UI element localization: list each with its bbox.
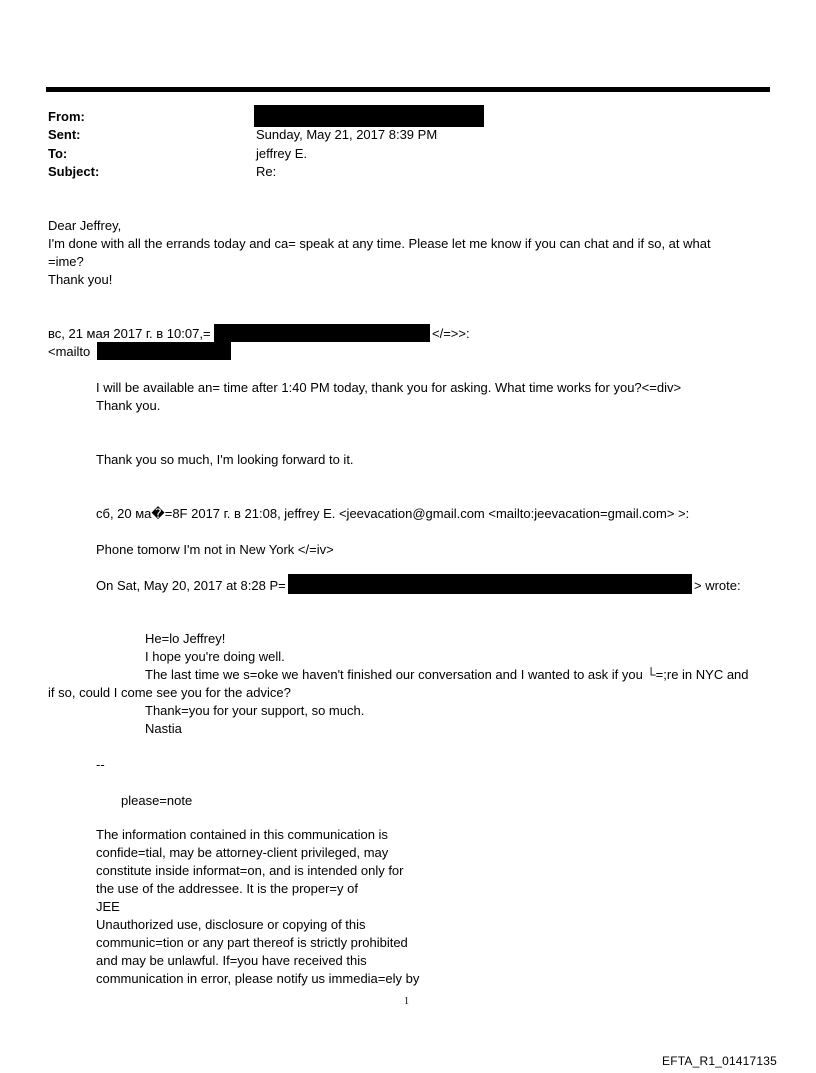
quote2-line-3: The last time we s=oke we haven't finished our conversation and I wanted to ask if you └=;re in NYC and (145, 667, 749, 682)
disclaimer-line-8: and may be unlawful. If=you have received this (96, 953, 367, 968)
to-value: jeffrey E. (256, 146, 308, 161)
header-rule (46, 87, 770, 92)
quote1-line-3: Thank you so much, I'm looking forward to it. (96, 452, 354, 467)
redacted-sender (254, 105, 484, 127)
quote2-line-4: if so, could I come see you for the advice? (48, 685, 291, 700)
quote1-line-6-prefix: On Sat, May 20, 2017 at 8:28 P= (96, 578, 286, 593)
page-number: 1 (404, 996, 409, 1007)
subject-value: Re: (256, 164, 277, 179)
disclaimer-line-2: confide=tial, may be attorney-client privileged, may (96, 845, 389, 860)
disclaimer-line-5: JEE (96, 899, 120, 914)
quote2-line-1: He=lo Jeffrey! (145, 631, 226, 646)
sent-label: Sent: (48, 127, 81, 142)
quote1-mailto-prefix: <mailto (48, 344, 91, 359)
disclaimer-line-1: The information contained in this communication is (96, 827, 388, 842)
body-line-1: I'm done with all the errands today and ca= speak at any time. Please let me know if you can chat and if so, at what (48, 236, 711, 251)
disclaimer-line-3: constitute inside informat=on, and is intended only for (96, 863, 404, 878)
quote2-line-5: Thank=you for your support, so much. (145, 703, 365, 718)
document-id: EFTA_R1_01417135 (662, 1054, 778, 1068)
subject-label: Subject: (48, 164, 100, 179)
greeting: Dear Jeffrey, (48, 218, 122, 233)
quote1-line-2: Thank you. (96, 398, 161, 413)
to-label: To: (48, 146, 68, 161)
quote1-line-4: сб, 20 ма�=8F 2017 г. в 21:08, jeffrey E. <jeevacation@gmail.com <mailto:jeevacation=gmail.com> >: (96, 506, 690, 521)
quote1-header-suffix: </=>>: (432, 326, 470, 341)
from-label: From: (48, 109, 85, 124)
body-line-2: =ime? (48, 254, 84, 269)
redacted-quote1-sender (214, 324, 430, 342)
quote2-line-6: Nastia (145, 721, 182, 736)
signature-note: please=note (121, 793, 193, 808)
disclaimer-line-7: communic=tion or any part thereof is strictly prohibited (96, 935, 408, 950)
quote1-line-5: Phone tomorw I'm not in New York </=iv> (96, 542, 334, 557)
quote1-line-6-suffix: > wrote: (694, 578, 741, 593)
quote1-line-1: I will be available an= time after 1:40 PM today, thank you for asking. What time works for you?<=div> (96, 380, 682, 395)
disclaimer-line-6: Unauthorized use, disclosure or copying of this (96, 917, 366, 932)
redacted-quote1-mailto (97, 342, 231, 360)
signature-dashes: -- (96, 757, 105, 772)
redacted-quote1-original-sender (288, 574, 692, 594)
quote1-header-prefix: вс, 21 мая 2017 г. в 10:07,= (48, 326, 211, 341)
disclaimer-line-4: the use of the addressee. It is the proper=y of (96, 881, 358, 896)
quote2-line-2: I hope you're doing well. (145, 649, 285, 664)
sent-value: Sunday, May 21, 2017 8:39 PM (256, 127, 438, 142)
body-thanks: Thank you! (48, 272, 113, 287)
disclaimer-line-9: communication in error, please notify us immedia=ely by (96, 971, 420, 986)
